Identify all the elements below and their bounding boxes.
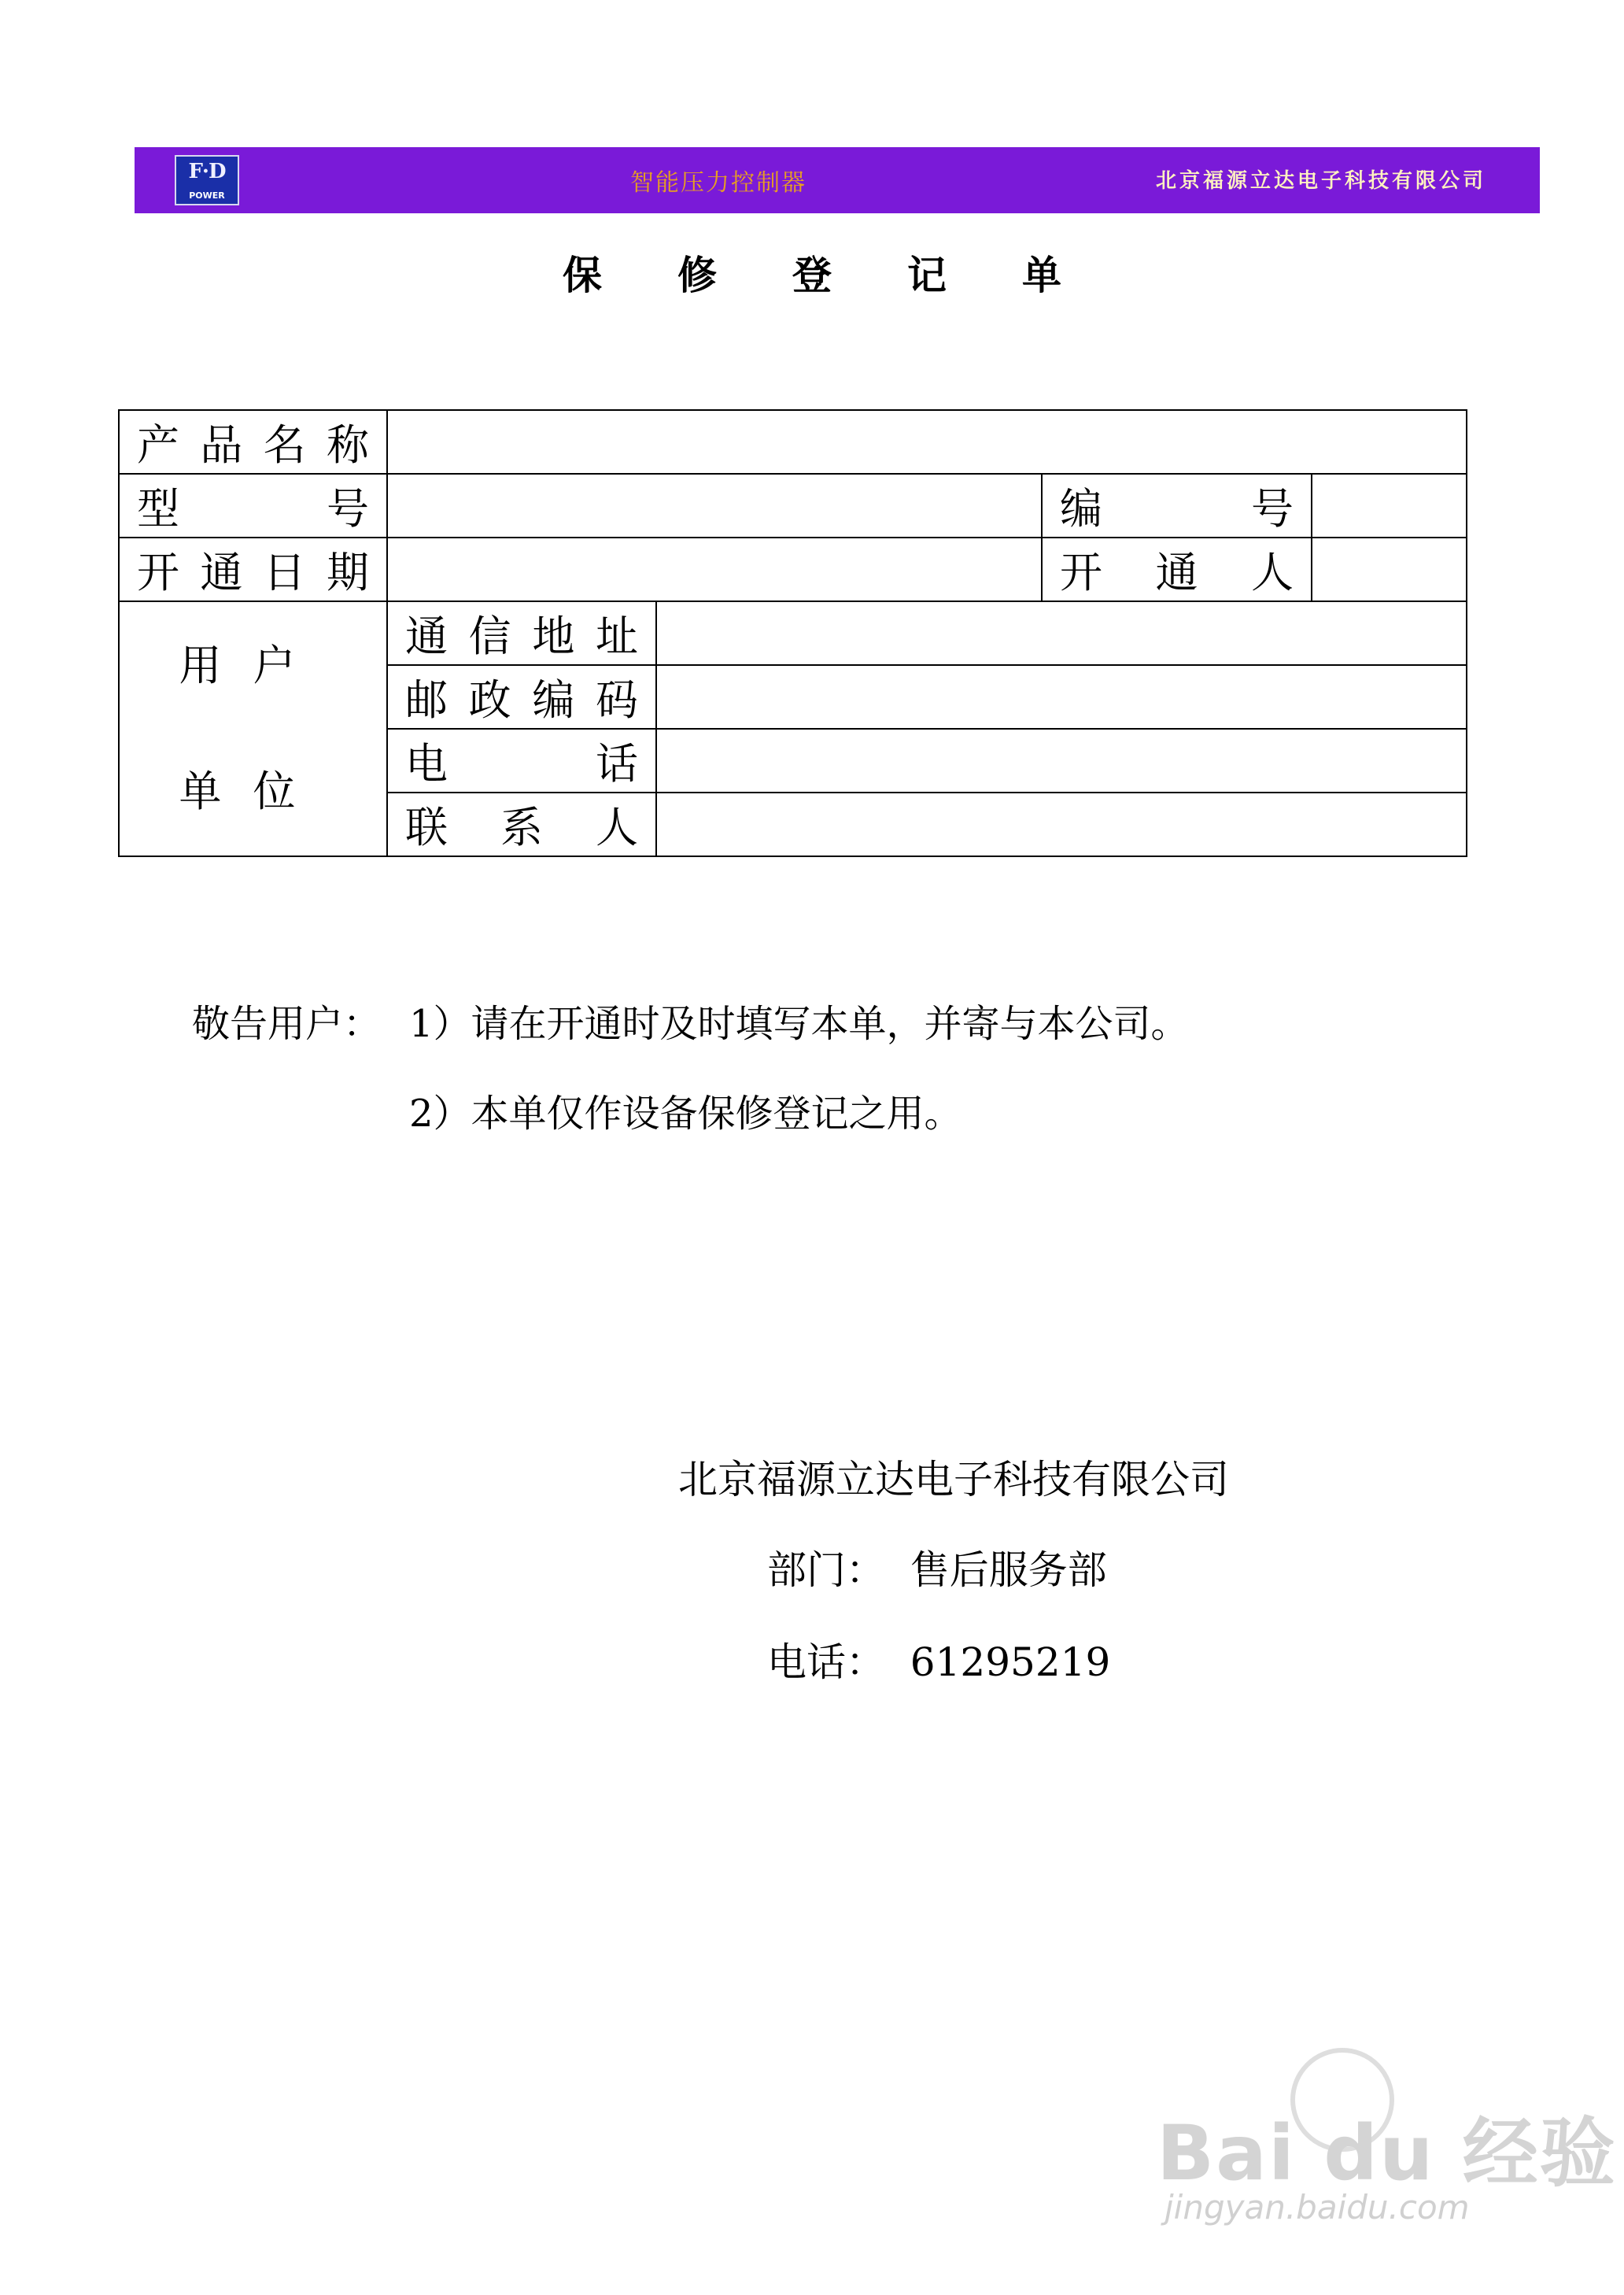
- serial-label: 编 号: [1042, 474, 1312, 538]
- postcode-field[interactable]: [656, 665, 1467, 729]
- product-name-label: 产 品 名 称: [119, 410, 387, 474]
- open-date-field[interactable]: [387, 538, 1042, 601]
- row-product-name: [119, 410, 1467, 474]
- open-person-field[interactable]: [1312, 538, 1467, 601]
- serial-field[interactable]: [1312, 474, 1467, 538]
- company-logo: [175, 155, 239, 205]
- model-label: 型 号: [119, 474, 387, 538]
- row-model: [119, 474, 1467, 538]
- logo-subtitle: POWER: [189, 190, 225, 201]
- postcode-label: 邮 政 编 码: [387, 665, 656, 729]
- footer-company: 北京福源立达电子科技有限公司: [678, 1457, 1229, 1502]
- logo-mark: F·D: [188, 160, 226, 183]
- contact-label: 联 系 人: [387, 793, 656, 856]
- open-date-label: 开 通 日 期: [119, 538, 387, 601]
- row-open-date: [119, 538, 1467, 601]
- footer-phone: 电话： 61295219: [767, 1639, 1111, 1685]
- phone-label: 电 话: [387, 729, 656, 793]
- banner-product-name: 智能压力控制器: [630, 169, 806, 197]
- banner-company-name: 北京福源立达电子科技有限公司: [1155, 169, 1486, 193]
- phone-field[interactable]: [656, 729, 1467, 793]
- user-unit-line-1: 用户: [179, 641, 327, 690]
- user-unit-line-2: 单位: [179, 767, 327, 816]
- model-field[interactable]: [387, 474, 1042, 538]
- row-address: [119, 601, 1467, 665]
- page-title: 保修登记单: [563, 253, 1137, 298]
- open-person-label: 开 通 人: [1042, 538, 1312, 601]
- watermark-brand: Bai du 经验: [1157, 2109, 1617, 2197]
- address-field[interactable]: [656, 601, 1467, 665]
- notice-item-2: 2）本单仅作设备保修登记之用。: [409, 1092, 962, 1136]
- address-label: 通 信 地 址: [387, 601, 656, 665]
- contact-field[interactable]: [656, 793, 1467, 856]
- footer-department: 部门： 售后服务部: [767, 1547, 1107, 1593]
- user-unit-label: [119, 601, 387, 856]
- watermark-url: jingyan.baidu.com: [1164, 2188, 1470, 2227]
- header-banner: [135, 147, 1540, 213]
- product-name-field[interactable]: [387, 410, 1467, 474]
- notice-prefix: 敬告用户：: [192, 1002, 382, 1046]
- notice-item-1: 1）请在开通时及时填写本单，并寄与本公司。: [409, 1002, 1189, 1046]
- warranty-form-table: [118, 409, 1467, 857]
